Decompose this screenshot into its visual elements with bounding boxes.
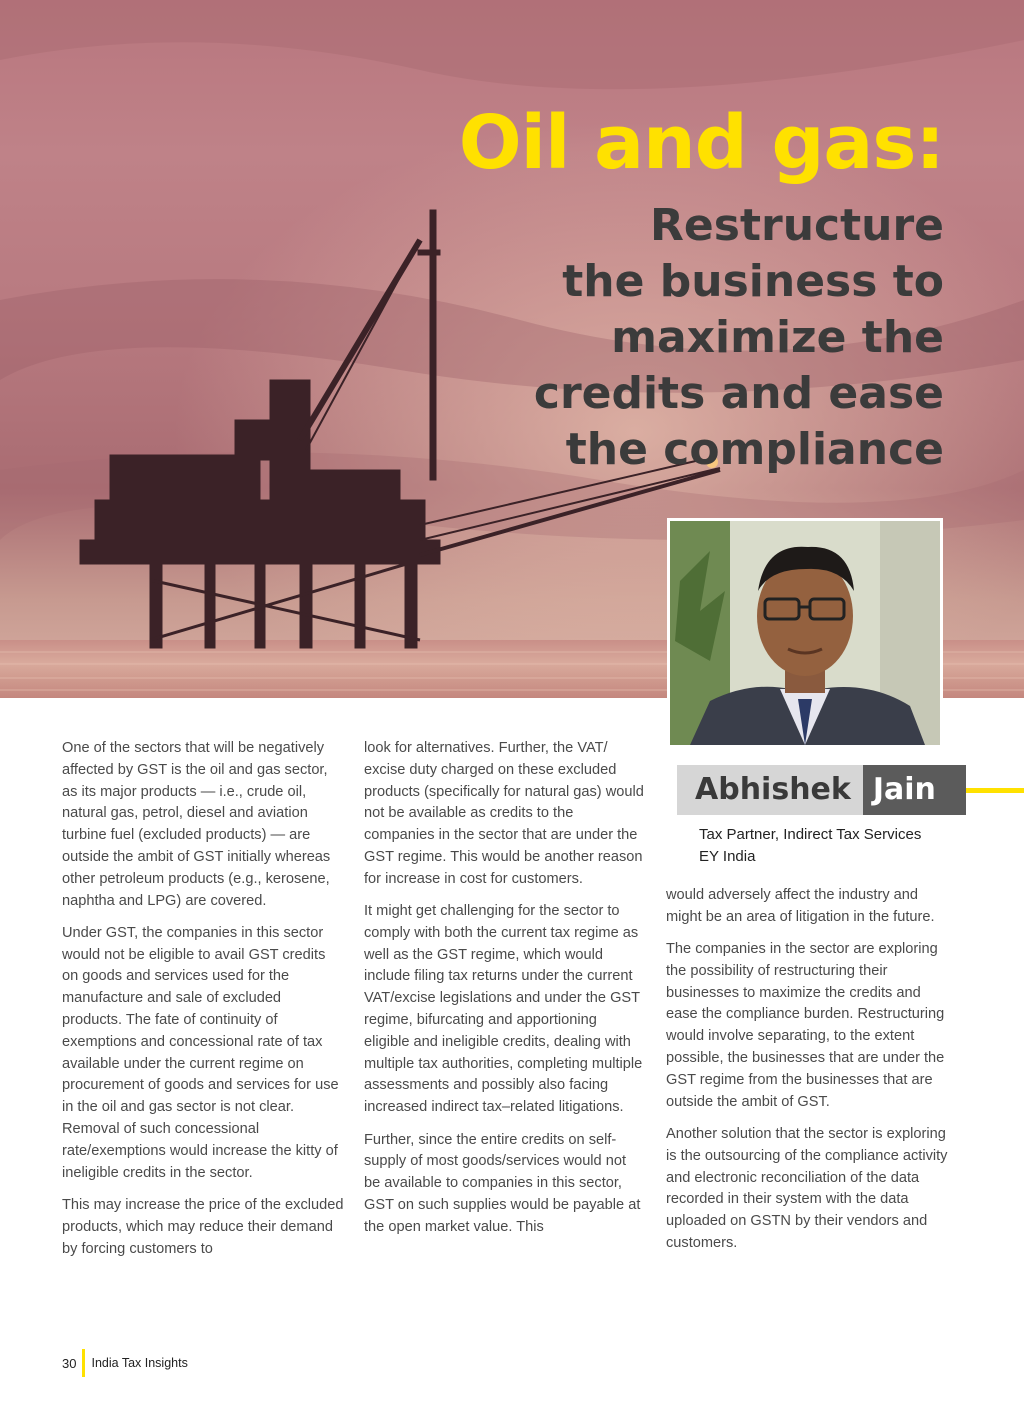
author-role — [699, 824, 921, 868]
author-name-plate — [677, 765, 966, 815]
publication-name: India Tax Insights — [91, 1356, 188, 1370]
paragraph: look for alternatives. Further, the VAT/ excise duty charged on these excluded products (specifically for natural gas) would not be available as credits to the companies in the sector that are under the GST regime. This would be another reason for increase in cost for customers. — [364, 740, 644, 887]
author-organization: EY India — [699, 848, 756, 865]
author-first-name: Abhishek — [677, 765, 863, 815]
paragraph: Further, since the entire credits on self-supply of most goods/services would not be available to companies in this sector, GST on such supplies would be payable at the open market value. This — [364, 1131, 641, 1235]
paragraph: One of the sectors that will be negatively affected by GST is the oil and gas sector, as its major products — i.e., crude oil, natural gas, petrol, diesel and aviation turbine fuel (excluded products) — are outside the ambit of GST initially whereas other petroleum products (e.g., kerosene, naphtha and LPG) are covered. — [62, 740, 331, 909]
subtitle-line: Restructure — [650, 200, 944, 251]
footer-divider — [82, 1349, 85, 1377]
paragraph: This may increase the price of the excluded products, which may reduce their demand by forcing customers to — [62, 1196, 344, 1257]
subtitle-line: the compliance — [565, 424, 944, 475]
page-title: Oil and gas: — [458, 100, 944, 186]
subtitle-line: maximize the — [611, 312, 944, 363]
author-last-name: Jain — [863, 765, 966, 815]
page-subtitle — [524, 198, 944, 478]
article-column-1 — [62, 738, 344, 1271]
article-column-2 — [364, 738, 646, 1249]
paragraph: Another solution that the sector is exploring is the outsourcing of the compliance activity and electronic reconciliation of the data recorded in their system with the data uploaded on GSTN by their vendors and customers. — [666, 1125, 948, 1251]
paragraph: would adversely affect the industry and might be an area of litigation in the future. — [666, 887, 935, 925]
author-photo — [670, 521, 940, 745]
article-column-3 — [666, 885, 948, 1265]
page-number: 30 — [62, 1355, 77, 1371]
page-footer — [62, 1350, 188, 1376]
subtitle-line: the business to — [562, 256, 944, 307]
subtitle-line: credits and ease — [533, 368, 944, 419]
paragraph: It might get challenging for the sector to comply with both the current tax regime as well as the GST regime, which would include filing tax returns under the current VAT/excise legislations and under the GST regime, bifurcating and apportioning eligible and ineligible credits, dealing with multiple tax authorities, completing multiple assessments and possibly also facing increased indirect tax–related litigations. — [364, 903, 643, 1116]
paragraph: Under GST, the companies in this sector would not be eligible to avail GST credits on goods and services used for the manufacture and sale of excluded products. The fate of continuity of exemptions and concessional rate of tax available under the current regime on procurement of goods and services for use in the oil and gas sector is not clear. Removal of such concessional rate/exemptions would increase the kitty of ineligible credits in the sector. — [62, 924, 339, 1181]
author-portrait — [667, 518, 943, 748]
paragraph: The companies in the sector are exploring the possibility of restructuring their businesses to maximize the credits and ease the compliance burden. Restructuring would involve separating, to the extent possible, the businesses that are under the GST regime from the businesses that are outside the ambit of GST. — [666, 941, 945, 1110]
author-title: Tax Partner, Indirect Tax Services — [699, 826, 922, 843]
